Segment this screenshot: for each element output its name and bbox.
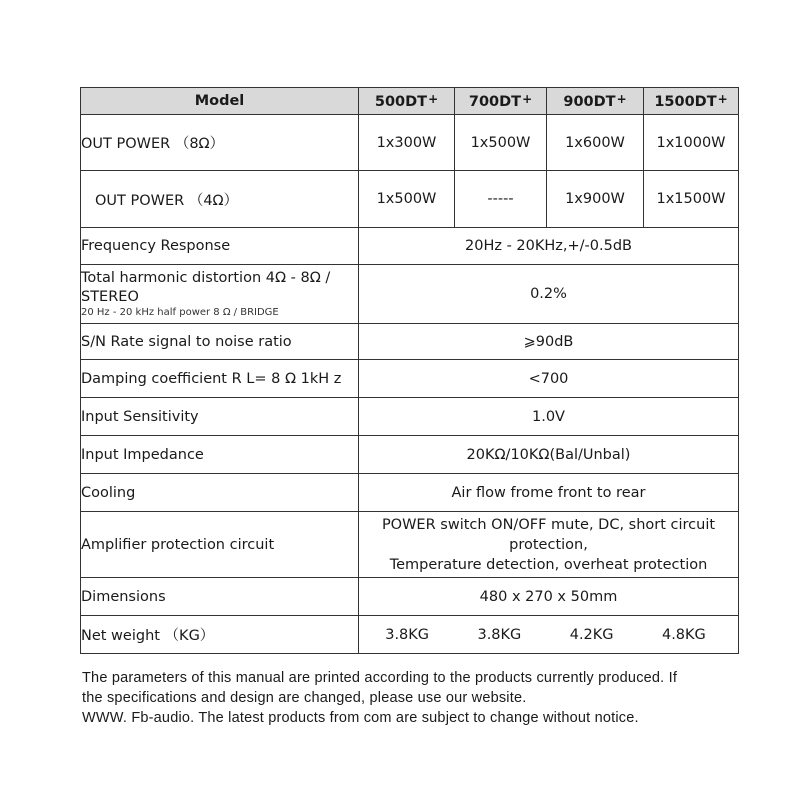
table-row-input-sensitivity	[81, 398, 739, 436]
table-row-damping	[81, 360, 739, 398]
table-row-frequency-response	[81, 228, 739, 265]
cell-value: 1x600W	[547, 115, 644, 171]
weight-value: 3.8KG	[385, 626, 430, 643]
cell-value: 1x1000W	[644, 115, 739, 171]
row-label: Amplifier protection circuit	[81, 512, 359, 578]
model-header: Model	[81, 88, 359, 115]
footer-line: WWW. Fb-audio. The latest products from com are subject to change without notice.	[82, 710, 639, 726]
cell-value: 0.2%	[359, 265, 739, 324]
footer-line: the specifications and design are changed, please use our website.	[82, 690, 527, 706]
table-row-out-power-8ohm	[81, 115, 739, 171]
cell-value-line: Temperature detection, overheat protection	[389, 556, 708, 573]
model-500dt-header	[359, 88, 455, 115]
weight-value: 4.2KG	[569, 626, 614, 643]
weight-value: 4.8KG	[661, 626, 706, 643]
row-label: Input Impedance	[81, 436, 359, 474]
row-label: OUT POWER （4Ω）	[81, 171, 359, 228]
row-label: Cooling	[81, 474, 359, 512]
cell-value: <700	[359, 360, 739, 398]
model-700dt-header	[455, 88, 547, 115]
table-row-net-weight	[81, 616, 739, 654]
spec-table	[80, 87, 739, 654]
weight-values	[359, 627, 738, 643]
model-1500dt-header	[644, 88, 739, 115]
table-row-thd	[81, 265, 739, 324]
row-label: Damping coefficient R L= 8 Ω 1kH z	[81, 360, 359, 398]
plus-symbol: +	[522, 92, 533, 106]
model-name: 900DT	[563, 94, 616, 110]
row-label: OUT POWER （8Ω）	[81, 115, 359, 171]
table-row-protection	[81, 512, 739, 578]
row-label-line: Total harmonic distortion 4Ω - 8Ω /	[81, 270, 331, 286]
cell-value-line: POWER switch ON/OFF mute, DC, short circuit	[381, 516, 716, 533]
row-sublabel: 20 Hz - 20 kHz half power 8 Ω / BRIDGE	[81, 307, 279, 318]
table-row-out-power-4ohm	[81, 171, 739, 228]
header-row	[81, 88, 739, 115]
row-label: S/N Rate signal to noise ratio	[81, 324, 359, 360]
cell-value: ⩾90dB	[359, 324, 739, 360]
plus-symbol: +	[616, 92, 627, 106]
cell-value-line: protection,	[509, 536, 588, 553]
cell-value: 1x500W	[359, 171, 455, 228]
cell-value: 1x500W	[455, 115, 547, 171]
cell-value: 1x900W	[547, 171, 644, 228]
footer-line: The parameters of this manual are printed according to the products currently produced. If	[82, 670, 678, 686]
cell-value: Air flow frome front to rear	[359, 474, 739, 512]
model-name: 1500DT	[654, 94, 717, 110]
row-label-line: STEREO	[81, 289, 139, 305]
cell-value: 20Hz - 20KHz,+/-0.5dB	[359, 228, 739, 265]
cell-value: 480 x 270 x 50mm	[359, 578, 739, 616]
model-900dt-header	[547, 88, 644, 115]
plus-symbol: +	[428, 92, 439, 106]
model-name: 700DT	[468, 94, 522, 110]
footer-note	[82, 668, 722, 728]
cell-value: 20KΩ/10KΩ(Bal/Unbal)	[359, 436, 739, 474]
row-label-thd	[81, 265, 359, 324]
cell-value: 1.0V	[359, 398, 739, 436]
weight-value: 3.8KG	[477, 626, 522, 643]
row-label: Frequency Response	[81, 228, 359, 265]
table-row-cooling	[81, 474, 739, 512]
cell-value-weights	[359, 616, 739, 654]
row-label: Dimensions	[81, 578, 359, 616]
cell-value: 1x300W	[359, 115, 455, 171]
table-row-sn-ratio	[81, 324, 739, 360]
table-row-dimensions	[81, 578, 739, 616]
cell-value-protection	[359, 512, 739, 578]
plus-symbol: +	[717, 92, 728, 106]
cell-value: -----	[455, 171, 547, 228]
cell-value: 1x1500W	[644, 171, 739, 228]
row-label: Net weight （KG）	[81, 616, 359, 654]
model-name: 500DT	[374, 94, 428, 110]
table-row-input-impedance	[81, 436, 739, 474]
row-label: Input Sensitivity	[81, 398, 359, 436]
